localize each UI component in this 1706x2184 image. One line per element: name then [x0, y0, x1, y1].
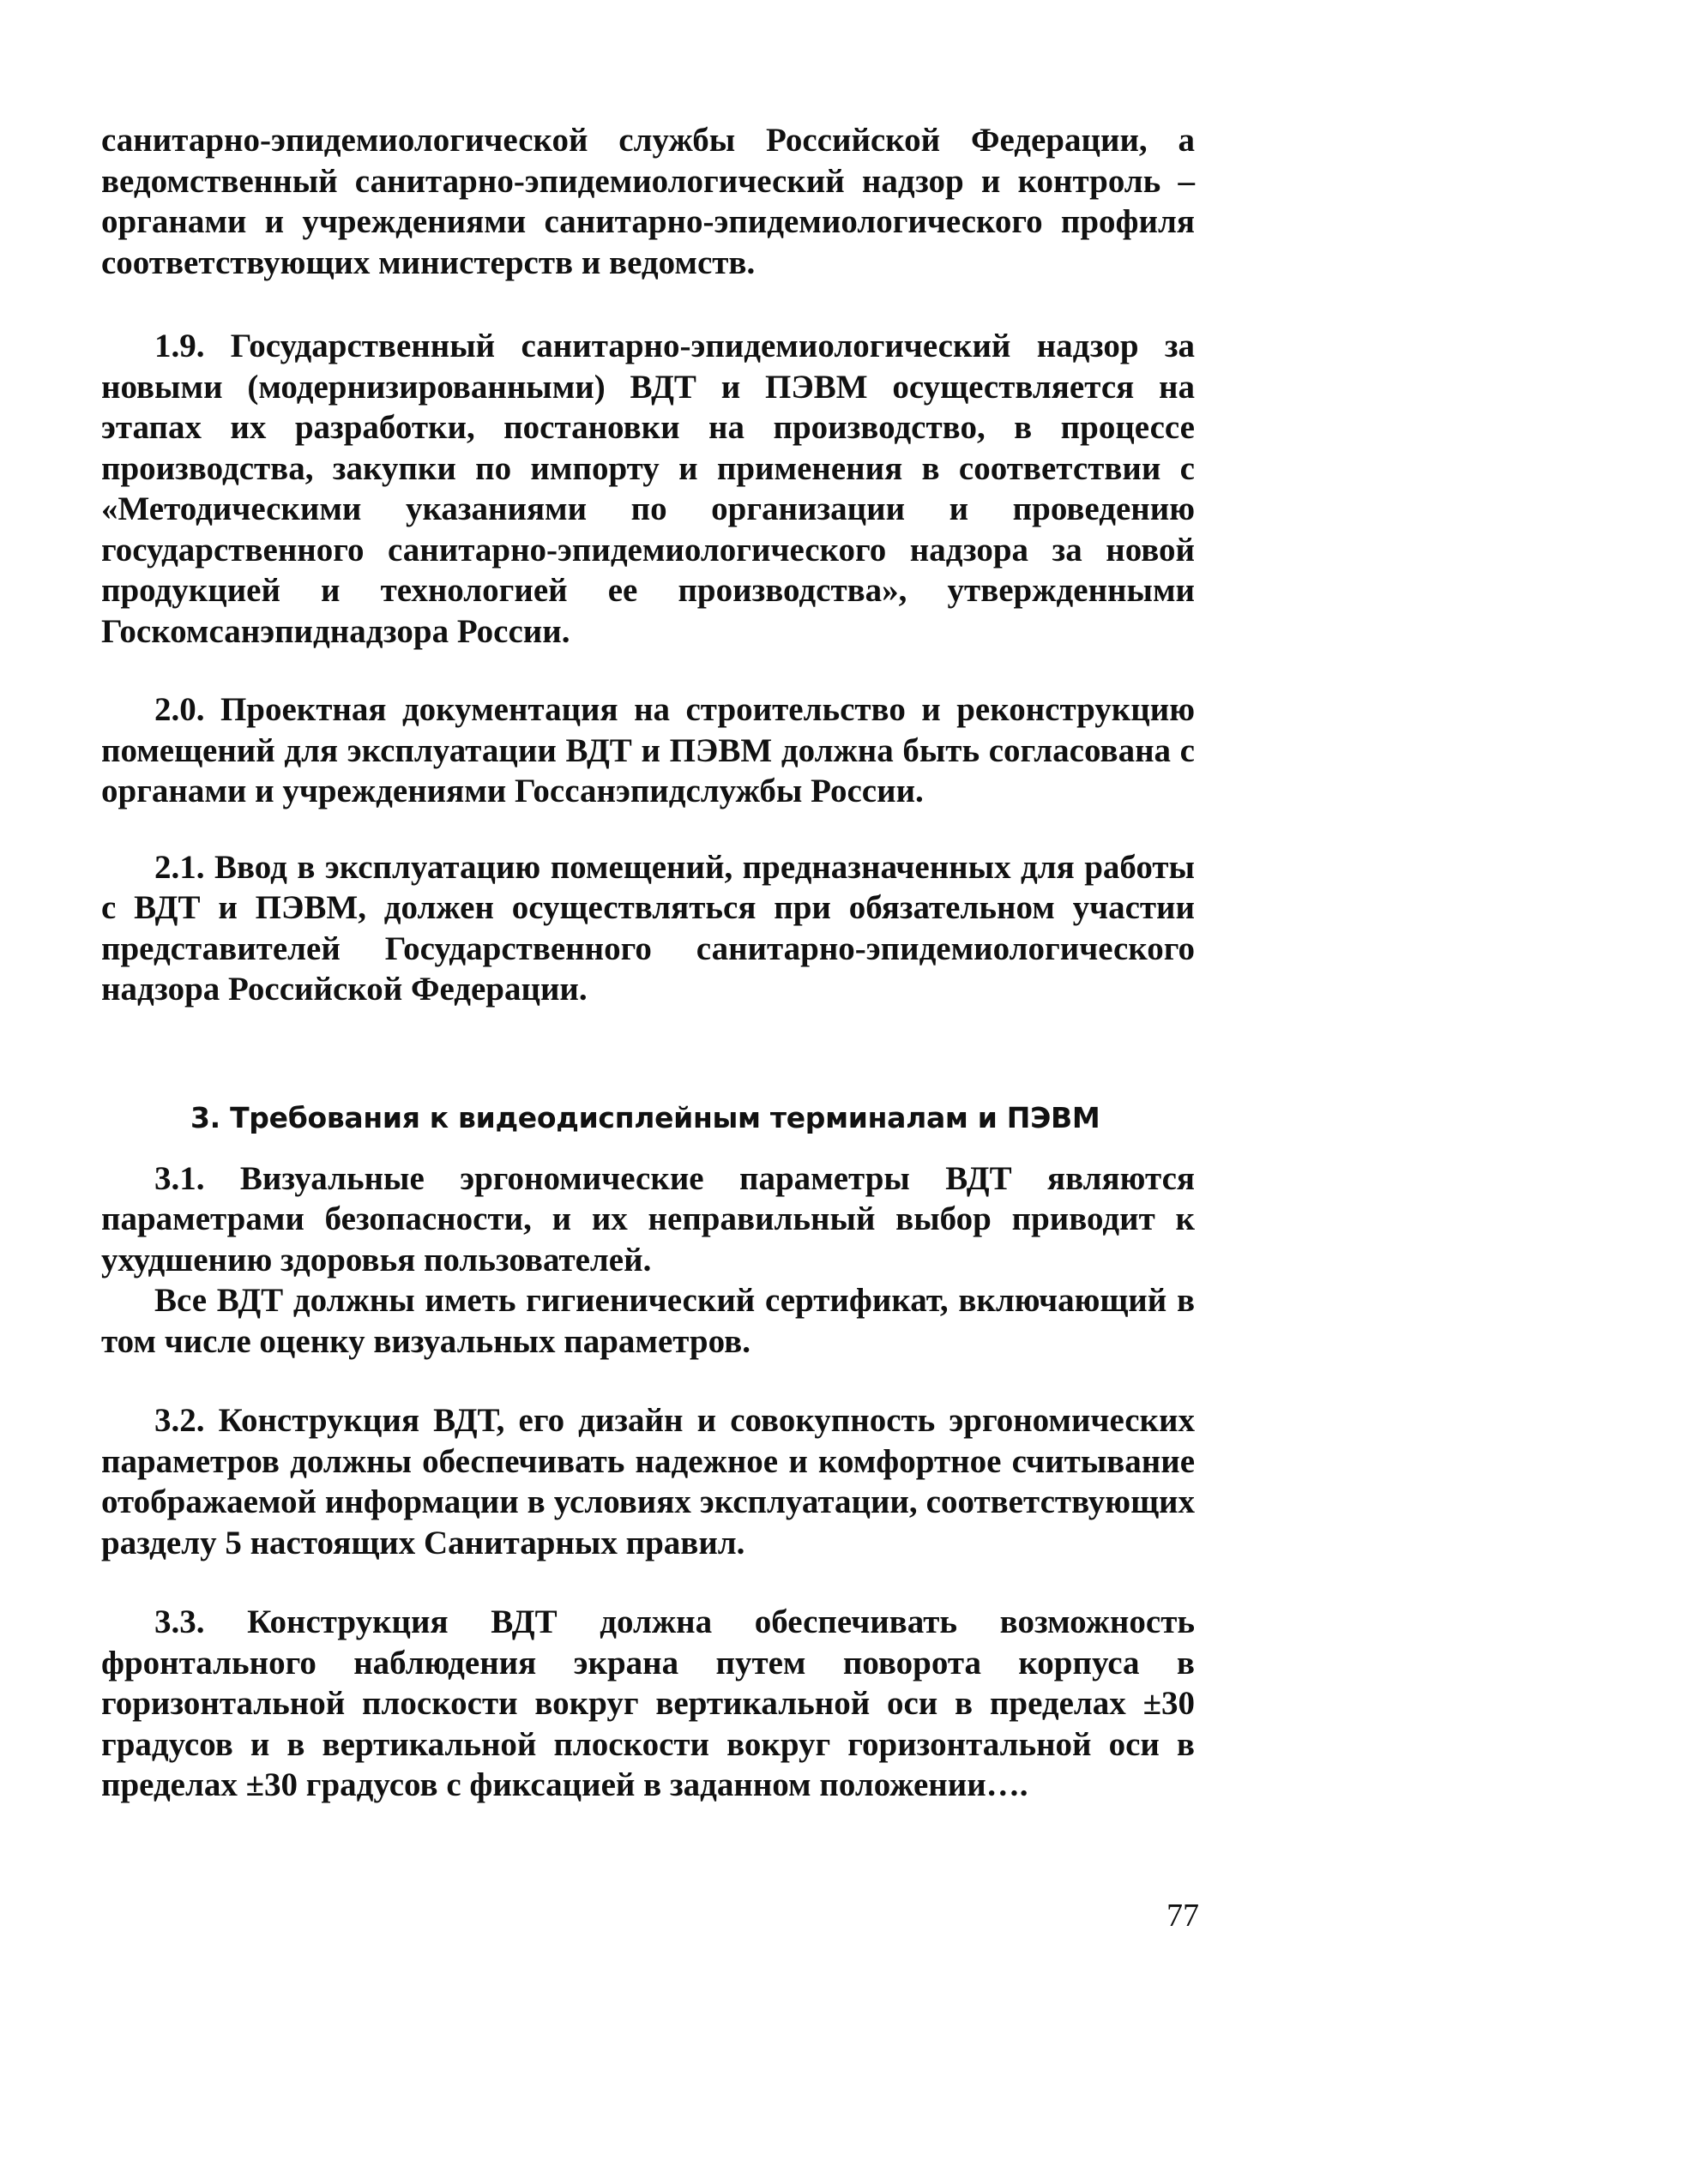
paragraph-text: Государственный санитарно-эпидемиологический надзор за новыми (модернизированными) ВДТ и ПЭВМ осуществляется на этапах их разработки, постановки на производство, в процессе производства, закупки по импорту и применения в соответствии с «Методическими указаниями по организации и проведению государственного санитарно-эпидемиологического надзора за новой продукцией и технологией ее производства», утвержденными Госкомсанэпиднадзора России. — [101, 328, 1195, 650]
paragraph-continuation — [101, 120, 1195, 283]
paragraph-number: 2.0. — [154, 691, 205, 728]
paragraph-number: 2.1. — [154, 848, 205, 886]
body-text-column — [101, 120, 1195, 1806]
paragraph-number: 3.2. — [154, 1402, 205, 1439]
paragraph-3-3 — [101, 1602, 1195, 1806]
paragraph-number: 3.3. — [154, 1603, 205, 1640]
paragraph-3-1 — [101, 1158, 1195, 1281]
page-number: 77 — [1166, 1898, 1199, 1934]
paragraph-1-9 — [101, 326, 1195, 652]
paragraph-number: 3.1. — [154, 1159, 205, 1197]
paragraph-text: санитарно-эпидемиологической службы Российской Федерации, а ведомственный санитарно-эпидемиологический надзор и контроль – органами и учреждениями санитарно-эпидемиологического профиля соответствующих министерств и ведомств. — [101, 122, 1195, 281]
paragraph-text: Проектная документация на строительство и реконструкцию помещений для эксплуатации ВДТ и ПЭВМ должна быть согласована с органами и учреждениями Госсанэпидслужбы России. — [101, 691, 1195, 809]
paragraph-3-1-continued — [101, 1280, 1195, 1362]
paragraph-2-0 — [101, 689, 1195, 812]
paragraph-3-2 — [101, 1400, 1195, 1563]
paragraph-text: Визуальные эргономические параметры ВДТ являются параметрами безопасности, и их неправильный выбор приводит к ухудшению здоровья пользователей. — [101, 1159, 1195, 1279]
paragraph-text: Все ВДТ должны иметь гигиенический сертификат, включающий в том числе оценку визуальных параметров. — [101, 1282, 1195, 1360]
paragraph-number: 1.9. — [154, 328, 205, 364]
paragraph-text: Ввод в эксплуатацию помещений, предназначенных для работы с ВДТ и ПЭВМ, должен осуществляться при обязательном участии представителей Государственного санитарно-эпидемиологического надзора Российской Федерации. — [101, 848, 1195, 1008]
paragraph-text: Конструкция ВДТ, его дизайн и совокупность эргономических параметров должны обеспечивать надежное и комфортное считывание отображаемой информации в условиях эксплуатации, соответствующих разделу 5 настоящих Санитарных правил. — [101, 1402, 1195, 1561]
section-heading: 3. Требования к видеодисплейным терминалам и ПЭВМ — [190, 1100, 1100, 1134]
paragraph-text: Конструкция ВДТ должна обеспечивать возможность фронтального наблюдения экрана путем поворота корпуса в горизонтальной плоскости вокруг вертикальной оси в пределах ±30 градусов и в вертикальной плоскости вокруг горизонтальной оси в пределах ±30 градусов с фиксацией в заданном положении…. — [101, 1603, 1195, 1803]
paragraph-2-1 — [101, 847, 1195, 1010]
